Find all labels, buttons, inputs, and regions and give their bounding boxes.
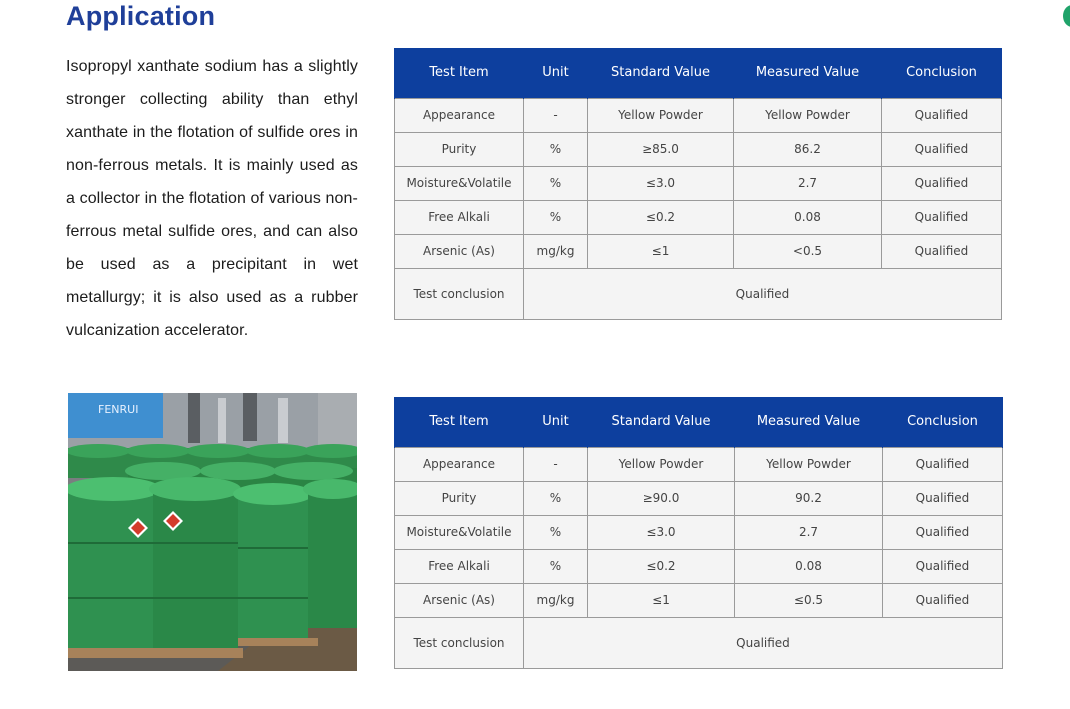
header-test-item: Test Item [395, 397, 524, 447]
cell-conclusion: Qualified [883, 583, 1003, 617]
cell-unit: mg/kg [524, 583, 588, 617]
cell-unit: % [524, 549, 588, 583]
product-drums-photo [68, 393, 357, 671]
cell-unit: - [524, 447, 588, 481]
cell-conclusion: Qualified [883, 549, 1003, 583]
cell-measured-value: 2.7 [734, 166, 882, 200]
cell-measured-value: Yellow Powder [734, 98, 882, 132]
header-conclusion: Conclusion [882, 48, 1002, 98]
cell-standard-value: ≤1 [588, 583, 735, 617]
cell-test-item: Moisture&Volatile [395, 515, 524, 549]
cell-standard-value: ≤0.2 [588, 549, 735, 583]
cell-conclusion: Qualified [882, 98, 1002, 132]
cell-unit: % [524, 481, 588, 515]
cell-conclusion: Qualified [882, 200, 1002, 234]
table-conclusion-row [395, 617, 1003, 668]
conclusion-value: Qualified [524, 617, 1003, 668]
cell-conclusion: Qualified [882, 132, 1002, 166]
header-measured-value: Measured Value [734, 48, 882, 98]
conclusion-label: Test conclusion [395, 617, 524, 668]
cell-standard-value: ≤3.0 [588, 166, 734, 200]
table-row [395, 166, 1002, 200]
cell-measured-value: 90.2 [735, 481, 883, 515]
conclusion-value: Qualified [524, 268, 1002, 319]
cell-standard-value: ≥90.0 [588, 481, 735, 515]
cell-conclusion: Qualified [883, 481, 1003, 515]
cell-test-item: Free Alkali [395, 549, 524, 583]
table-header-row [395, 48, 1002, 98]
spec-table-2 [394, 397, 1003, 669]
application-description: Isopropyl xanthate sodium has a slightly stronger collecting ability than ethyl xanthate in the flotation of sulfide ores in non-ferrous metals. It is mainly used as a collector in the flotation of various non-ferrous metal sulfide ores, and can also be used as a precipitant in wet metallurgy; it is also used as a rubber vulcanization accelerator. [66, 58, 358, 339]
cell-measured-value: 0.08 [735, 549, 883, 583]
side-float-button[interactable] [1063, 5, 1070, 27]
conclusion-label: Test conclusion [395, 268, 524, 319]
cell-unit: - [524, 98, 588, 132]
header-standard-value: Standard Value [588, 397, 735, 447]
cell-measured-value: 0.08 [734, 200, 882, 234]
cell-standard-value: ≤1 [588, 234, 734, 268]
cell-conclusion: Qualified [882, 234, 1002, 268]
table-row [395, 481, 1003, 515]
header-standard-value: Standard Value [588, 48, 734, 98]
cell-unit: % [524, 200, 588, 234]
cell-standard-value: Yellow Powder [588, 447, 735, 481]
table-header-row [395, 397, 1003, 447]
cell-conclusion: Qualified [883, 515, 1003, 549]
cell-conclusion: Qualified [883, 447, 1003, 481]
cell-test-item: Free Alkali [395, 200, 524, 234]
table-conclusion-row [395, 268, 1002, 319]
cell-unit: % [524, 132, 588, 166]
cell-standard-value: ≤3.0 [588, 515, 735, 549]
table-row [395, 447, 1003, 481]
photo-banner-label: FENRUI [98, 403, 139, 416]
cell-test-item: Arsenic (As) [395, 234, 524, 268]
section-heading: Application [66, 1, 216, 31]
table-row [395, 515, 1003, 549]
table-row [395, 132, 1002, 166]
cell-standard-value: ≤0.2 [588, 200, 734, 234]
cell-measured-value: ≤0.5 [735, 583, 883, 617]
cell-unit: mg/kg [524, 234, 588, 268]
cell-test-item: Purity [395, 132, 524, 166]
table-row [395, 549, 1003, 583]
header-test-item: Test Item [395, 48, 524, 98]
cell-measured-value: <0.5 [734, 234, 882, 268]
header-unit: Unit [524, 397, 588, 447]
cell-measured-value: Yellow Powder [735, 447, 883, 481]
table-row [395, 583, 1003, 617]
cell-test-item: Moisture&Volatile [395, 166, 524, 200]
cell-standard-value: ≥85.0 [588, 132, 734, 166]
cell-test-item: Appearance [395, 98, 524, 132]
cell-measured-value: 86.2 [734, 132, 882, 166]
table-row [395, 234, 1002, 268]
cell-standard-value: Yellow Powder [588, 98, 734, 132]
header-conclusion: Conclusion [883, 397, 1003, 447]
header-unit: Unit [524, 48, 588, 98]
table-row [395, 98, 1002, 132]
cell-test-item: Arsenic (As) [395, 583, 524, 617]
header-measured-value: Measured Value [735, 397, 883, 447]
cell-unit: % [524, 515, 588, 549]
cell-test-item: Appearance [395, 447, 524, 481]
cell-unit: % [524, 166, 588, 200]
spec-table-1 [394, 48, 1002, 320]
cell-conclusion: Qualified [882, 166, 1002, 200]
cell-measured-value: 2.7 [735, 515, 883, 549]
cell-test-item: Purity [395, 481, 524, 515]
table-row [395, 200, 1002, 234]
